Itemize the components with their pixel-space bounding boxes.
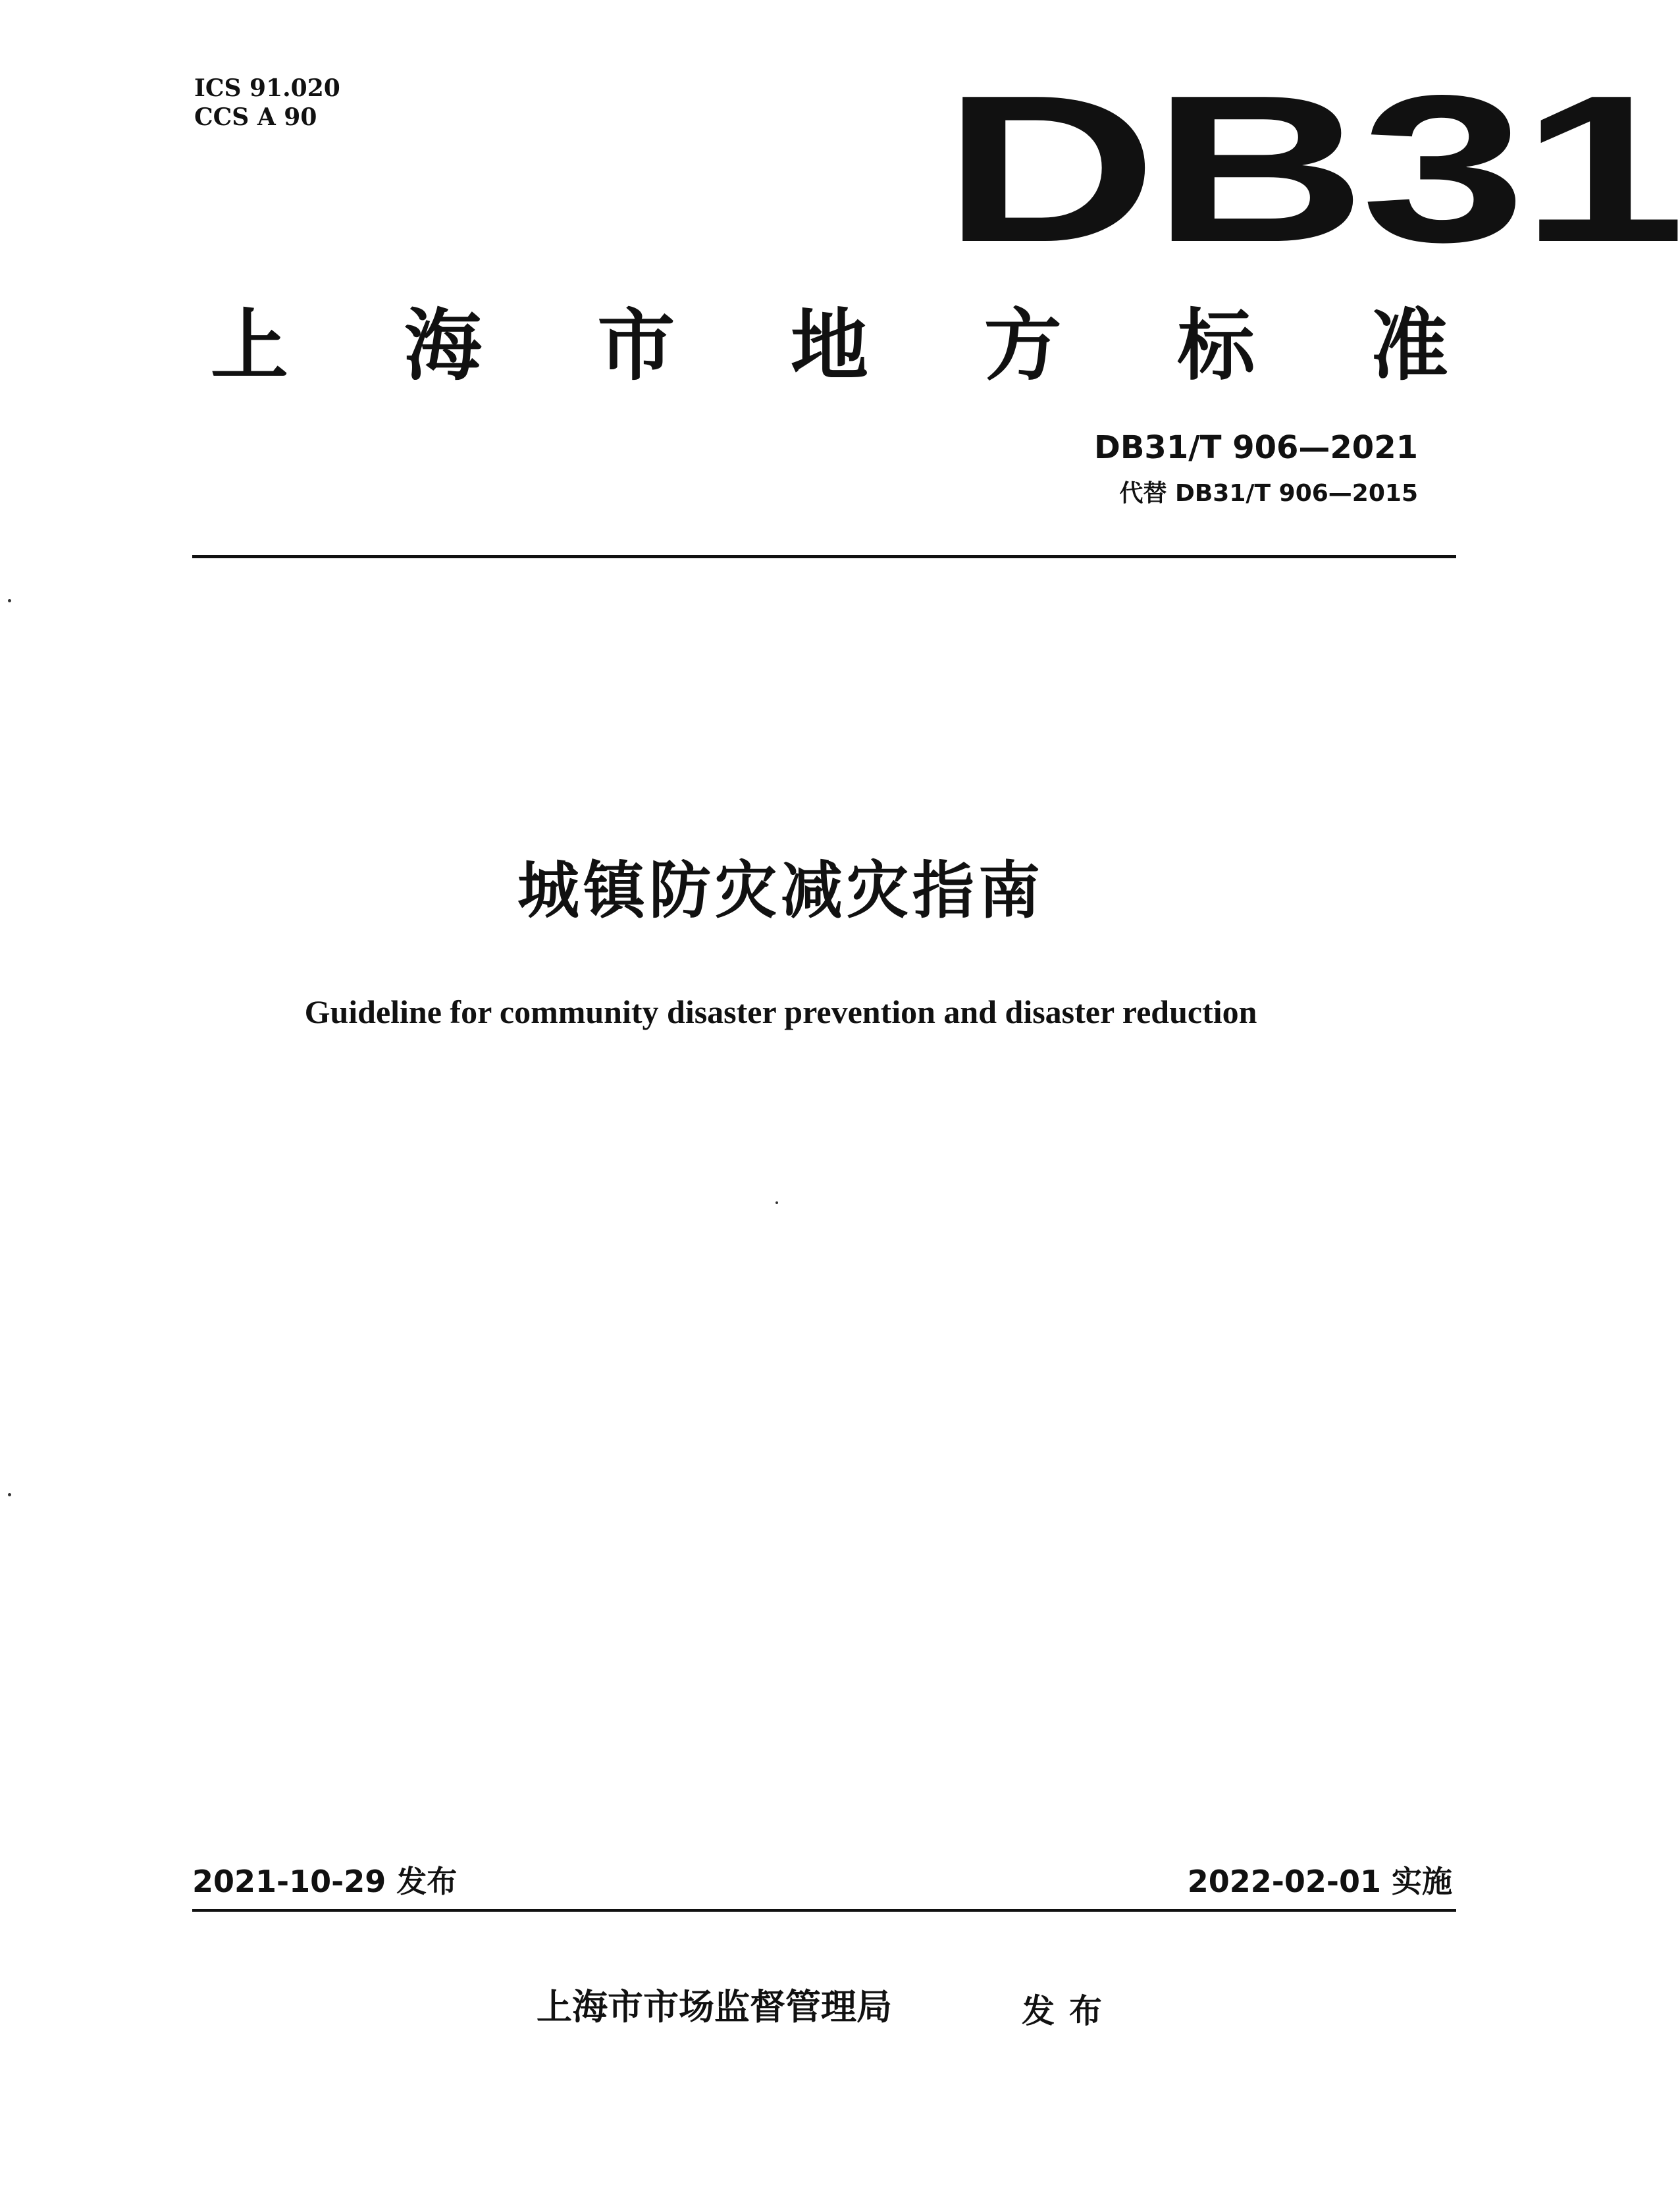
scan-speck [8,1493,11,1496]
title-chinese: 城镇防灾减灾指南 [517,855,1044,927]
db31-logo [943,52,1680,286]
scan-speck [8,599,11,602]
standard-type-char: 上 [211,300,289,391]
scan-speck [775,1201,778,1204]
standard-type-char: 标 [1177,300,1255,391]
standard-number: DB31/T 906—2021 [1094,429,1418,466]
standard-type-char: 准 [1370,300,1448,391]
classification-codes [194,74,340,132]
standard-type-char: 市 [597,300,675,391]
standard-type-char: 地 [790,300,868,391]
standard-type-heading [211,300,1448,392]
db31-logo-text: DB31 [943,52,1680,286]
issuing-authority: 上海市市场监督管理局 [537,1986,892,2028]
ccs-code: CCS A 90 [194,103,317,131]
issued-label: 发布 [1022,1992,1116,2030]
replaced-standard: 代替 DB31/T 906—2015 [1119,480,1418,507]
standard-type-char: 海 [404,300,482,391]
implementation-date: 2022-02-01 实施 [1187,1864,1452,1899]
standard-type-char: 方 [984,300,1062,391]
top-divider [192,555,1456,558]
title-english: Guideline for community disaster prevention and disaster reduction [304,993,1257,1030]
ics-code: ICS 91.020 [194,74,340,102]
bottom-divider [192,1909,1456,1912]
issue-date: 2021-10-29 发布 [192,1864,458,1899]
